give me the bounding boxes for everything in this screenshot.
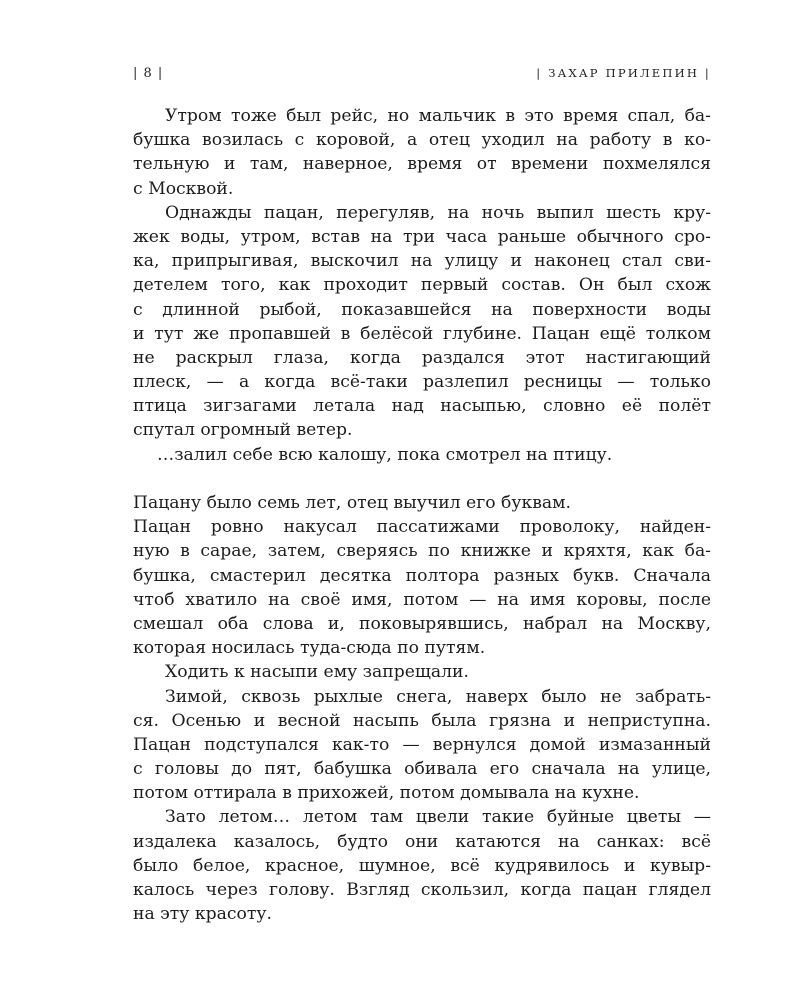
text-line: ную в сарае, затем, сверяясь по книжке и кряхтя, как ба- xyxy=(133,541,711,562)
text-line: жек воды, утром, встав на три часа раньше обычного сро- xyxy=(133,226,711,247)
text-line: бушка, смастерил десятка полтора разных букв. Сначала xyxy=(133,565,711,586)
text-line: …залил себе всю калошу, пока смотрел на птицу. xyxy=(157,444,613,465)
text-line: смешал оба слова и, поковырявшись, набрал на Москву, xyxy=(133,613,711,634)
text-line: и тут же пропавшей в белёсой глубине. Пацан ещё толком xyxy=(133,323,711,344)
text-line: тельную и там, наверное, время от времени похмелялся xyxy=(133,154,711,175)
text-line: детелем того, как проходит первый состав. Он был схож xyxy=(133,275,711,296)
text-line: с длинной рыбой, показавшейся на поверхности воды xyxy=(133,299,711,320)
text-line: не раскрыл глаза, когда раздался этот настигающий xyxy=(133,347,711,368)
text-line: было белое, красное, шумное, всё кудрявилось и кувыр- xyxy=(133,855,711,876)
text-line: ка, припрыгивая, выскочил на улицу и наконец стал сви- xyxy=(133,251,711,272)
body-text xyxy=(133,104,711,926)
text-line: калось через голову. Взгляд скользил, когда пацан глядел xyxy=(133,880,711,900)
text-line: Пацану было семь лет, отец выучил его буквам. xyxy=(133,493,571,513)
text-line: ся. Осенью и весной насыпь была грязна и неприступна. xyxy=(133,710,711,731)
text-line: издалека казалось, будто они катаются на санках: всё xyxy=(133,831,711,852)
text-line: Зато летом… летом там цвели такие буйные цветы — xyxy=(165,807,711,828)
text-line: Пацан ровно накусал пассатижами проволоку, найден- xyxy=(133,517,711,538)
section-gap xyxy=(133,467,711,491)
text-line: потом оттирала в прихожей, потом домывала на кухне. xyxy=(133,783,640,804)
text-line: Утром тоже был рейс, но мальчик в это время спал, ба- xyxy=(165,106,711,126)
text-line: Ходить к насыпи ему запрещали. xyxy=(165,662,469,683)
text-line: которая носилась туда-сюда по путям. xyxy=(133,638,486,659)
text-line: Однажды пацан, перегуляв, на ночь выпил шесть кру- xyxy=(165,202,711,223)
text-line: бушка возилась с коровой, а отец уходил на работу в ко- xyxy=(133,130,711,151)
text-line: птица зигзагами летала над насыпью, словно её полёт xyxy=(133,396,711,417)
text-line: Зимой, сквозь рыхлые снега, наверх было не забрать- xyxy=(165,686,711,707)
text-line: чтоб хватило на своё имя, потом — на имя коровы, после xyxy=(133,589,711,610)
text-line: плеск, — а когда всё-таки разлепил ресницы — только xyxy=(133,372,711,393)
running-head-author: | ЗАХАР ПРИЛЕПИН | xyxy=(536,66,711,80)
text-line: с головы до пят, бабушка обивала его сначала на улице, xyxy=(133,759,711,780)
page-number: | 8 | xyxy=(133,66,164,81)
text-line: на эту красоту. xyxy=(133,904,272,925)
text-line: спутал огромный ветер. xyxy=(133,420,353,441)
text-line: с Москвой. xyxy=(133,178,234,199)
page-header xyxy=(133,66,711,86)
text-line: Пацан подступался как-то — вернулся домой измазанный xyxy=(133,734,711,755)
